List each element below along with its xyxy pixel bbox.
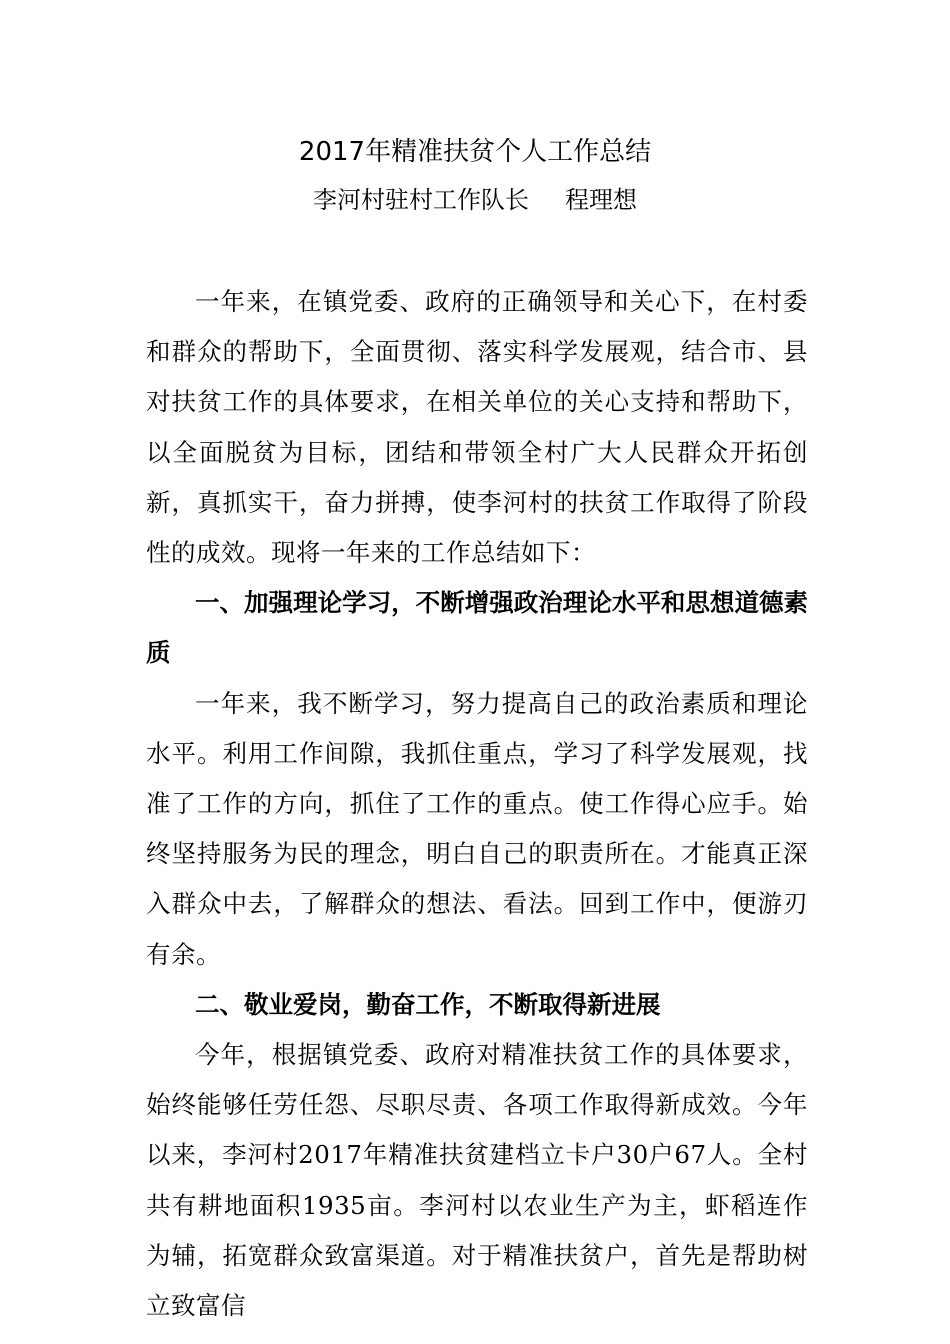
document-title: 2017年精准扶贫个人工作总结	[298, 137, 652, 167]
document-author-line	[0, 180, 950, 220]
section-1-paragraph: 一年来，我不断学习，努力提高自己的政治素质和理论水平。利用工作间隙，我抓住重点，学习了科学发展观，找准了工作的方向，抓住了工作的重点。使工作得心应手。始终坚持服务为民的理念，明白自己的职责所在。才能真正深入群众中去，了解群众的想法、看法。回到工作中，便游刃有余。	[146, 688, 808, 969]
section-heading-2: 二、敬业爱岗，勤奋工作，不断取得新进展	[195, 989, 661, 1019]
document-body	[146, 277, 808, 1331]
section-2-paragraph: 今年，根据镇党委、政府对精准扶贫工作的具体要求，始终能够任劳任怨、尽职尽责、各项工作取得新成效。今年以来，李河村2017年精准扶贫建档立卡户30户67人。全村共有耕地面积1935亩。李河村以农业生产为主，虾稻连作为辅，拓宽群众致富渠道。对于精准扶贫户，首先是帮助树立致富信	[146, 1040, 808, 1321]
intro-paragraph: 一年来，在镇党委、政府的正确领导和关心下，在村委和群众的帮助下，全面贯彻、落实科学发展观，结合市、县对扶贫工作的具体要求，在相关单位的关心支持和帮助下，以全面脱贫为目标，团结和带领全村广大人民群众开拓创新，真抓实干，奋力拼搏，使李河村的扶贫工作取得了阶段性的成效。现将一年来的工作总结如下：	[146, 287, 808, 568]
author-role: 李河村驻村工作队长	[313, 186, 529, 214]
author-name: 程理想	[565, 186, 637, 214]
section-heading-1: 一、加强理论学习，不断增强政治理论水平和思想道德素质	[146, 588, 808, 668]
